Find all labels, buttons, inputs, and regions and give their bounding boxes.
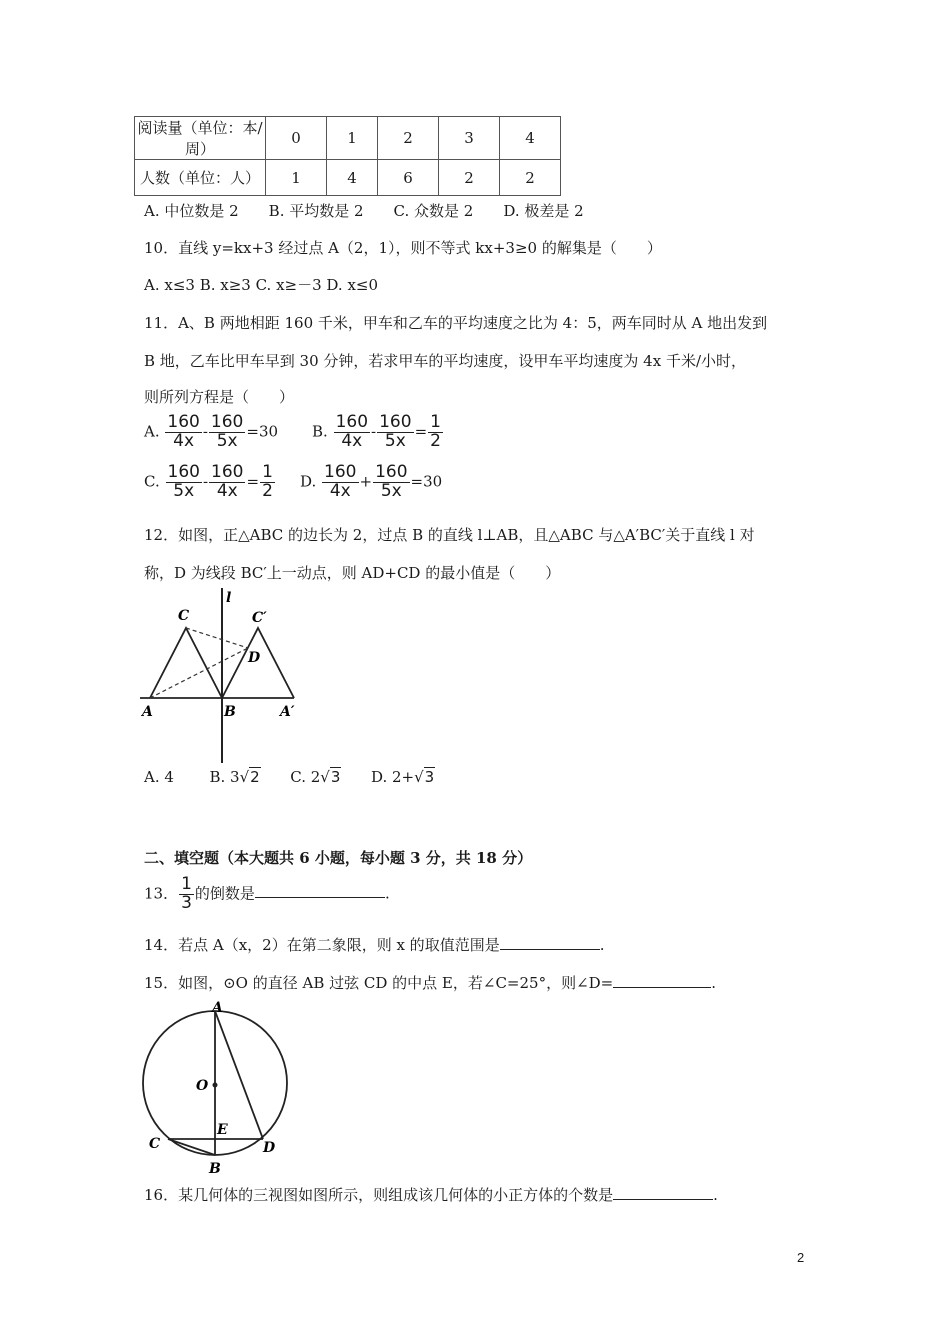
- table-cell: 2: [378, 117, 439, 160]
- q14: 14．若点 A（x，2）在第二象限，则 x 的取值范围是 .: [144, 936, 605, 954]
- label-c: C: [178, 608, 190, 624]
- triangle-abc: [150, 628, 222, 698]
- answer-blank[interactable]: [255, 883, 385, 898]
- table-cell: 6: [378, 160, 439, 196]
- q10-options: A. x≤3 B. x≥3 C. x≥－3 D. x≤0: [144, 276, 379, 294]
- q11-option-a: A. $\frac{160}{4x}$ - $\frac{160}{5x}$ =30: [144, 412, 279, 451]
- q11-line3: 则所列方程是（ ）: [144, 388, 295, 406]
- fraction: $\frac{1}{2}$: [430, 412, 441, 451]
- table-cell: 1: [327, 117, 378, 160]
- label-d: D: [263, 1140, 276, 1156]
- fraction: $\frac{160}{5x}$: [379, 412, 412, 451]
- label-b: B: [209, 1161, 221, 1177]
- fraction: $\frac{160}{4x}$: [167, 412, 200, 451]
- q13: 13． $\frac{1}{3}$ 的倒数是 .: [144, 874, 390, 913]
- q9-options: A. 中位数是 2 B. 平均数是 2 C. 众数是 2 D. 极差是 2: [144, 202, 584, 220]
- page-number: 2: [797, 1250, 805, 1265]
- chord-cb: [168, 1139, 215, 1155]
- center-point: [213, 1083, 218, 1088]
- label-l: l: [226, 590, 232, 606]
- table-header-label: 阅读量（单位：本/周）: [135, 117, 266, 160]
- q12-option-a: A. 4: [144, 768, 174, 786]
- fraction: $\frac{160}{5x}$: [210, 412, 244, 451]
- sqrt: √3: [414, 768, 435, 786]
- fraction: $\frac{160}{4x}$: [324, 462, 357, 501]
- fraction: $\frac{160}{5x}$: [375, 462, 408, 501]
- answer-blank[interactable]: [613, 1185, 713, 1200]
- q12-option-b: B. 3√2: [209, 768, 260, 786]
- table-cell: 4: [500, 117, 561, 160]
- fraction: $\frac{160}{4x}$: [211, 462, 244, 501]
- q16: 16．某几何体的三视图如图所示，则组成该几何体的小正方体的个数是 .: [144, 1186, 718, 1204]
- answer-blank[interactable]: [613, 973, 711, 988]
- table-cell: 2: [439, 160, 500, 196]
- label-e: E: [217, 1122, 228, 1138]
- dashed-ad: [150, 648, 248, 698]
- table-row: [135, 117, 561, 160]
- q11-line2: B 地，乙车比甲车早到 30 分钟，若求甲车的平均速度，设甲车平均速度为 4x 千米/小时，: [144, 352, 747, 370]
- label-o: O: [196, 1078, 209, 1094]
- table-cell: 4: [327, 160, 378, 196]
- q10-stem: 10．直线 y=kx+3 经过点 A（2，1），则不等式 kx+3≥0 的解集是（ ）: [144, 239, 662, 257]
- answer-blank[interactable]: [500, 935, 600, 950]
- table-cell: 0: [266, 117, 327, 160]
- label-c: C: [149, 1136, 161, 1152]
- reading-stats-table: [134, 116, 561, 196]
- label-b: B: [224, 704, 236, 720]
- q11-option-b: B. $\frac{160}{4x}$ - $\frac{160}{5x}$ = $\frac{1}{2}$: [312, 412, 441, 451]
- fraction: $\frac{1}{2}$: [262, 462, 273, 501]
- table-cell: 2: [500, 160, 561, 196]
- label-a: A: [212, 1000, 223, 1016]
- q12-options: [144, 768, 435, 786]
- q12-line2: 称，D 为线段 BC′上一动点，则 AD+CD 的最小值是（ ）: [144, 564, 561, 582]
- fraction: $\frac{1}{3}$: [181, 874, 192, 913]
- q12-line1: 12．如图，正△ABC 的边长为 2，过点 B 的直线 l⊥AB，且△ABC 与△A′BC′关于直线 l 对: [144, 526, 755, 544]
- q15-circle-figure: [140, 1000, 300, 1178]
- section-2-heading: 二、填空题（本大题共 6 小题，每小题 3 分，共 18 分）: [144, 849, 533, 867]
- label-a-prime: A′: [280, 704, 295, 720]
- q11-option-d: D. $\frac{160}{4x}$ + $\frac{160}{5x}$ =30: [300, 462, 443, 501]
- fraction: $\frac{160}{4x}$: [335, 412, 369, 451]
- label-c-prime: C′: [252, 610, 267, 626]
- table-row-label: 人数（单位：人）: [135, 160, 266, 196]
- fraction: $\frac{160}{5x}$: [167, 462, 200, 501]
- sqrt: √3: [320, 768, 341, 786]
- chord-ad: [215, 1011, 263, 1139]
- table-cell: 1: [266, 160, 327, 196]
- q12-option-d: D. 2+√3: [370, 768, 435, 786]
- q12-triangle-figure: [140, 588, 310, 768]
- table-cell: 3: [439, 117, 500, 160]
- sqrt: √2: [239, 768, 260, 786]
- q12-option-c: C. 2√3: [290, 768, 341, 786]
- table-row: [135, 160, 561, 196]
- q15: 15．如图，⊙O 的直径 AB 过弦 CD 的中点 E，若∠C=25°，则∠D= .: [144, 974, 717, 992]
- q11-line1: 11．A、B 两地相距 160 千米，甲车和乙车的平均速度之比为 4：5，两车同时从 A 地出发到: [144, 314, 768, 332]
- label-d: D: [248, 650, 261, 666]
- q11-option-c: C. $\frac{160}{5x}$ - $\frac{160}{4x}$ = $\frac{1}{2}$: [144, 462, 273, 501]
- label-a: A: [142, 704, 153, 720]
